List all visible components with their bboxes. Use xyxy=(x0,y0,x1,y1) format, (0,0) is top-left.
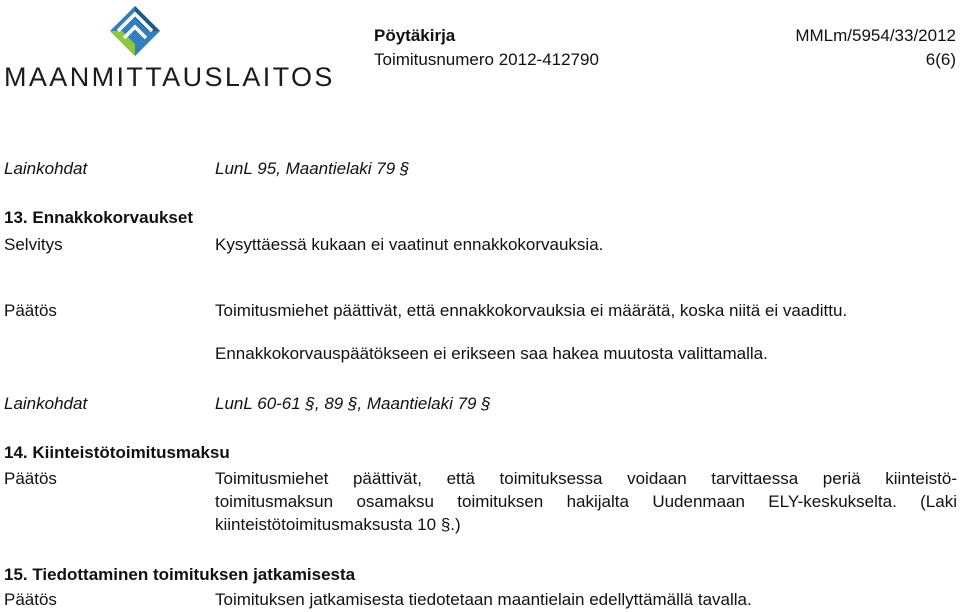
lainkohdat-text: LunL 95, Maantielaki 79 § xyxy=(215,159,410,178)
selvitys-text: Kysyttäessä kukaan ei vaatinut ennakkokorvauksia. xyxy=(215,235,604,254)
page-number: 6(6) xyxy=(925,50,956,69)
lainkohdat-text: LunL 60-61 §, 89 §, Maantielaki 79 § xyxy=(215,394,491,413)
paatos-text-line2: Ennakkokorvauspäätökseen ei erikseen saa hakea muutosta valittamalla. xyxy=(215,344,768,363)
paatos-text-line3: kiinteistötoimitusmaksusta 10 §.) xyxy=(215,515,461,534)
toimitusnumero: Toimitusnumero 2012-412790 xyxy=(374,50,599,69)
doc-type: Pöytäkirja xyxy=(374,26,456,45)
maanmittauslaitos-logo-emblem xyxy=(108,4,162,58)
paatos-text-line1: Toimitusmiehet päättivät, että toimituksessa voidaan tarvittaessa periä kiinteistö- xyxy=(215,469,957,488)
doc-number: MMLm/5954/33/2012 xyxy=(795,26,956,45)
selvitys-label: Selvitys xyxy=(4,235,63,254)
lainkohdat-label: Lainkohdat xyxy=(4,159,88,178)
paatos-text-line1: Toimitusmiehet päättivät, että ennakkokorvauksia ei määrätä, koska niitä ei vaadittu. xyxy=(215,301,848,320)
lainkohdat-label: Lainkohdat xyxy=(4,394,88,413)
logo-wordmark: MAANMITTAUSLAITOS xyxy=(4,62,335,92)
paatos-text-line2: toimitusmaksun osamaksu toimituksen hakijalta Uudenmaan ELY-keskukselta. (Laki xyxy=(215,492,957,511)
section-heading-14: 14. Kiinteistötoimitusmaksu xyxy=(4,443,230,462)
paatos-label: Päätös xyxy=(4,469,57,488)
paatos-text: Toimituksen jatkamisesta tiedotetaan maantielain edellyttämällä tavalla. xyxy=(215,590,752,609)
section-heading-13: 13. Ennakkokorvaukset xyxy=(4,208,193,227)
paatos-label: Päätös xyxy=(4,590,57,609)
paatos-label: Päätös xyxy=(4,301,57,320)
section-heading-15: 15. Tiedottaminen toimituksen jatkamisesta xyxy=(4,565,356,584)
